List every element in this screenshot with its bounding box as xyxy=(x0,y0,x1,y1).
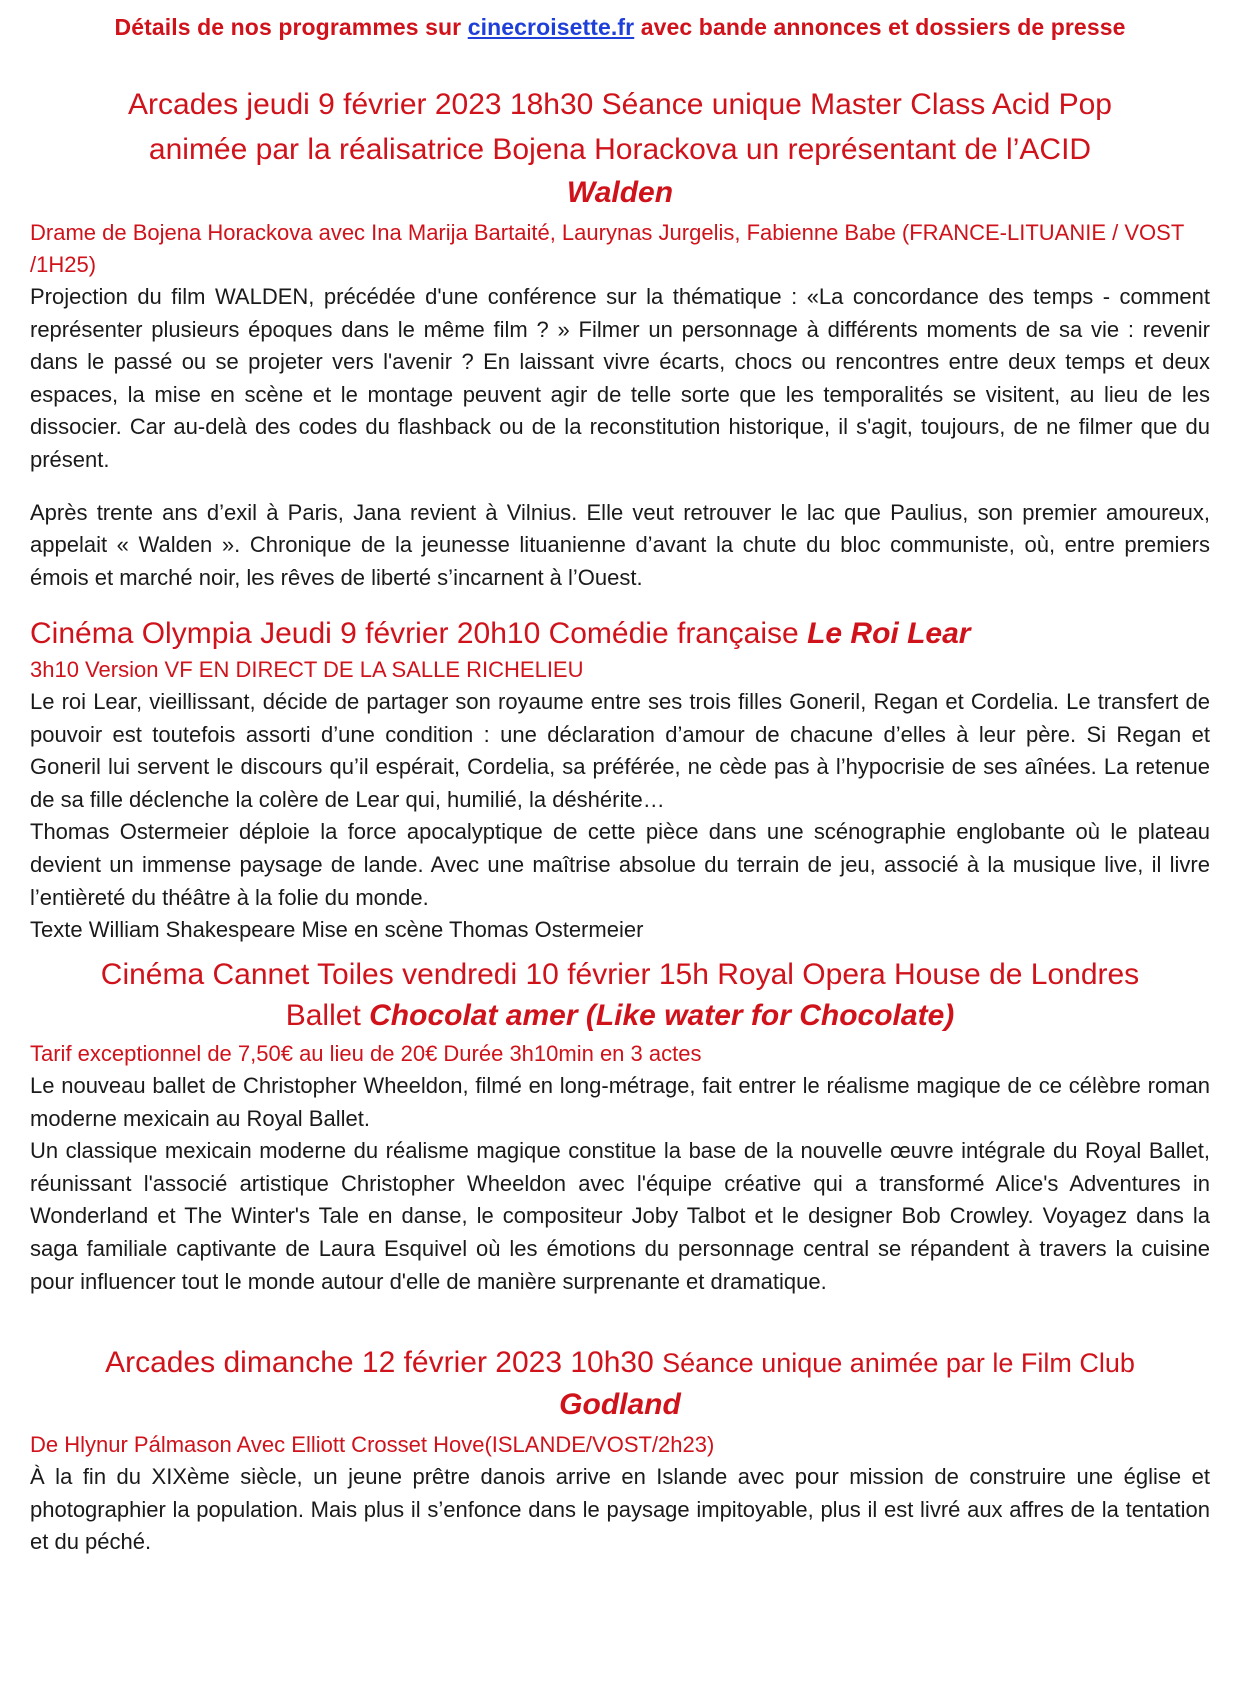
event-heading xyxy=(30,1340,1210,1427)
event-heading-main: Arcades dimanche 12 février 2023 10h30 xyxy=(105,1346,654,1379)
film-title: Godland xyxy=(559,1388,681,1421)
event-heading-line: Cinéma Cannet Toiles vendredi 10 février 15h Royal Opera House de Londres xyxy=(100,958,1140,991)
event-heading-line: Arcades jeudi 9 février 2023 18h30 Séance unique Master Class Acid Pop xyxy=(128,88,1112,121)
pricing-info: Tarif exceptionnel de 7,50€ au lieu de 20€ Durée 3h10min en 3 actes xyxy=(30,1041,702,1066)
film-title: Chocolat amer (Like water for Chocolate) xyxy=(369,999,955,1032)
film-title: Le Roi Lear xyxy=(807,617,971,650)
film-credits: 3h10 Version VF EN DIRECT DE LA SALLE RICHELIEU xyxy=(30,657,584,682)
event-roi-lear xyxy=(30,614,1210,947)
credits-line: Texte William Shakespeare Mise en scène Thomas Ostermeier xyxy=(30,917,644,943)
event-godland xyxy=(30,1340,1210,1559)
cinecroisette-link[interactable]: cinecroisette.fr xyxy=(467,14,635,40)
program-header xyxy=(30,14,1210,41)
event-heading-rest: Séance unique animée par le Film Club xyxy=(662,1348,1135,1378)
event-description: Projection du film WALDEN, précédée d'une conférence sur la thématique : «La concordance des temps - comment représenter plusieurs époques dans le même film ? » Filmer un personnage à différents moments de sa vie : revenir dans le passé ou se projeter vers l'avenir ? En laissant vivre écarts, chocs ou rencontres entre deux temps et deux espaces, la mise en scène et le montage peuvent agir de telle sorte que les temporalités se visitent, au lieu de les dissocier. Car au-delà des codes du flashback ou de la reconstitution historique, il s'agit, toujours, de ne filmer que du présent. xyxy=(30,284,1210,472)
event-heading xyxy=(30,952,1210,1038)
film-credits: Drame de Bojena Horackova avec Ina Marija Bartaité, Laurynas Jurgelis, Fabienne Babe (FRANCE-LITUANIE / VOST /1H25) xyxy=(30,220,1184,277)
film-credits: De Hlynur Pálmason Avec Elliott Crosset Hove(ISLANDE/VOST/2h23) xyxy=(30,1432,715,1457)
event-chocolat-amer xyxy=(30,952,1210,1298)
event-heading-line xyxy=(30,1340,1210,1386)
event-heading-line xyxy=(30,993,1210,1038)
header-prefix: Détails de nos programmes sur xyxy=(114,14,462,40)
film-title: Walden xyxy=(566,176,674,209)
header-suffix: avec bande annonces et dossiers de presse xyxy=(640,14,1126,40)
event-heading-text: Cinéma Olympia Jeudi 9 février 20h10 Comédie française xyxy=(30,617,799,650)
event-description: Le nouveau ballet de Christopher Wheeldon, filmé en long-métrage, fait entrer le réalisme magique de ce célèbre roman moderne mexicain au Royal Ballet. xyxy=(30,1073,1210,1131)
synopsis: À la fin du XIXème siècle, un jeune prêtre danois arrive en Islande avec pour mission de construire une église et photographier la population. Mais plus il s’enfonce dans le paysage impitoyable, plus il est livré aux affres de la tentation et du péché. xyxy=(30,1464,1210,1555)
event-walden xyxy=(30,82,1210,594)
event-heading xyxy=(30,82,1210,214)
event-heading xyxy=(30,614,1210,654)
synopsis: Un classique mexicain moderne du réalisme magique constitue la base de la nouvelle œuvre intégrale du Royal Ballet, réunissant l'associé artistique Christopher Wheeldon avec l'équipe créative qui a transformé Alice's Adventures in Wonderland et The Winter's Tale en danse, le compositeur Joby Talbot et le designer Bob Crowley. Voyagez dans la saga familiale captivante de Laura Esquivel où les émotions du personnage central se répandent à travers la cuisine pour influencer tout le monde autour d'elle de manière surprenante et dramatique. xyxy=(30,1138,1210,1294)
event-genre: Ballet xyxy=(285,999,361,1032)
synopsis: Après trente ans d’exil à Paris, Jana revient à Vilnius. Elle veut retrouver le lac que Paulius, son premier amoureux, appelait « Walden ». Chronique de la jeunesse lituanienne d’avant la chute du bloc communiste, où, entre premiers émois et marché noir, les rêves de liberté s’incarnent à l’Ouest. xyxy=(30,499,1210,590)
synopsis: Le roi Lear, vieillissant, décide de partager son royaume entre ses trois filles Goneril, Regan et Cordelia. Le transfert de pouvoir est toutefois assorti d’une condition : une déclaration d’amour de chacune d’elles à leur père. Si Regan et Goneril lui servent le discours qu’il espérait, Cordelia, sa préférée, ne cède pas à l’hypocrisie de ses aînées. La retenue de sa fille déclenche la colère de Lear qui, humilié, la déshérite… xyxy=(30,689,1210,812)
staging-description: Thomas Ostermeier déploie la force apocalyptique de cette pièce dans une scénographie englobante où le plateau devient un immense paysage de lande. Avec une maîtrise absolue du terrain de jeu, associé à la musique live, il livre l’entièreté du théâtre à la folie du monde. xyxy=(30,819,1210,910)
event-heading-line: animée par la réalisatrice Bojena Horackova un représentant de l’ACID xyxy=(148,133,1092,166)
